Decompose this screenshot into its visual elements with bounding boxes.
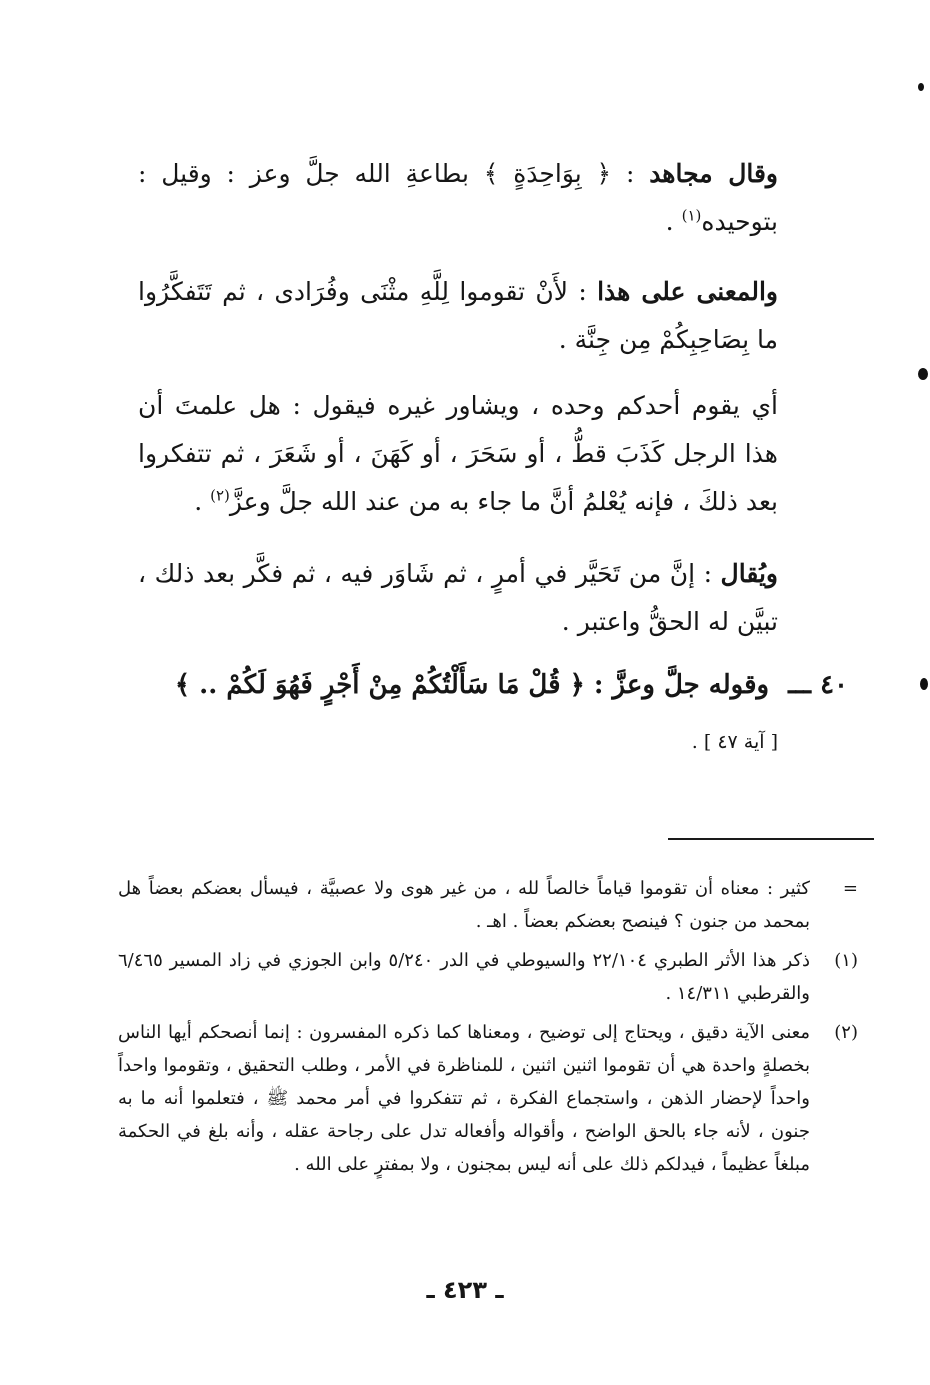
footnote-mark: =: [842, 878, 858, 899]
footnote-text: معنى الآية دقيق ، ويحتاج إلى توضيح ، ومعناها كما ذكره المفسرون : إنما أنصحكم أيها الناس بخصلةٍ واحدة هي أن تقوموا اثنين اثنين ، للمناظرة في الأمر ، وطلب التحقيق ، وتقوموا واحداً واحداً لإحضار الذهن ، واستجماع الفكرة ، ثم تتفكروا في أمر محمد ﷺ ، فتعلموا أنه ما به جنون ، لأنه جاء بالحق الواضح ، وأقواله وأفعاله تدل على رجاحة عقله ، وأنه بلغ في الحكمة مبلغاً عظيماً ، فيدلكم ذلك على أنه ليس بمجنون ، ولا بمفترٍ على الله .: [118, 1022, 810, 1175]
margin-speck: [920, 678, 928, 690]
paragraph-end: .: [665, 207, 682, 236]
footnotes: [118, 872, 858, 1187]
paragraph-text: أي يقوم أحدكم وحده ، ويشاور غيره فيقول : هل علمتَ أن هذا الرجل كَذَبَ قطُّ ، أو سَحَرَ ، أو كَهَنَ ، أو شَعَرَ ، ثم تتفكروا بعد ذلكَ ، فإنه يُعْلمُ أنَّ ما جاء به من عند الله جلَّ وعزَّ: [138, 391, 778, 516]
verse-number: ٤٠ ـــ: [788, 670, 848, 700]
footnote-mark: (٢): [834, 1022, 858, 1043]
paragraph-lead: والمعنى على هذا: [597, 277, 778, 306]
paragraph-it-is-said: [138, 550, 778, 646]
footnote-ref-2[interactable]: (٢): [210, 486, 230, 505]
footnote-continued: [118, 872, 858, 938]
paragraph-lead: ويُقال: [720, 559, 778, 588]
margin-speck: [918, 83, 924, 91]
footnote-text: ذكر هذا الأثر الطبري ٢٢/١٠٤ والسيوطي في الدر ٥/٢٤٠ وابن الجوزي في زاد المسير ٦/٤٦٥ والقرطبي ١٤/٣١١ .: [118, 950, 810, 1004]
footnote-2: [118, 1016, 858, 1181]
footnote-mark: (١): [834, 950, 858, 971]
footnote-text: كثير : معناه أن تقوموا قياماً خالصاً لله ، من غير هوى ولا عصبيَّة ، فيسأل بعضكم بعضاً هل بمحمد من جنون ؟ فينصح بعضكم بعضاً . اهـ .: [118, 878, 810, 932]
page-number: ـ ٤٢٣ ـ: [426, 1276, 504, 1304]
verse-heading: [133, 660, 848, 710]
paragraph-explanation: [138, 382, 778, 526]
footnote-separator: [668, 838, 874, 840]
margin-speck: [918, 368, 928, 380]
paragraph-lead: وقال مجاهد: [649, 159, 779, 188]
footnote-ref-1[interactable]: (١): [681, 206, 702, 225]
ayah-reference: [ آية ٤٧ ] .: [691, 731, 778, 753]
paragraph-text: : إنَّ من تَحَيَّر في أمرٍ ، ثم شَاوَر فيه ، ثم فكَّر بعد ذلك ، تبيَّن له الحقُّ واعتبر .: [138, 559, 778, 636]
paragraph-meaning: [138, 268, 778, 364]
paragraph-text: : ﴿ بِوَاحِدَةٍ ﴾ بطاعةِ الله جلَّ وعز : وقيل : بتوحيده: [138, 159, 778, 236]
paragraph-end: .: [194, 487, 211, 516]
verse-text: وقوله جلَّ وعزَّ : ﴿ قُلْ مَا سَأَلْتُكُمْ مِنْ أَجْرٍ فَهُوَ لَكُمْ .. ﴾: [174, 670, 770, 700]
footnote-1: [118, 944, 858, 1010]
paragraph-text: : لأَنْ تقوموا لِلَّهِ مثْنَى وفُرَادى ، ثم تَتَفكَّرُوا ما بِصَاحِبِكُمْ مِن جِنَّة .: [138, 277, 778, 354]
paragraph-mujahid: [138, 150, 778, 246]
